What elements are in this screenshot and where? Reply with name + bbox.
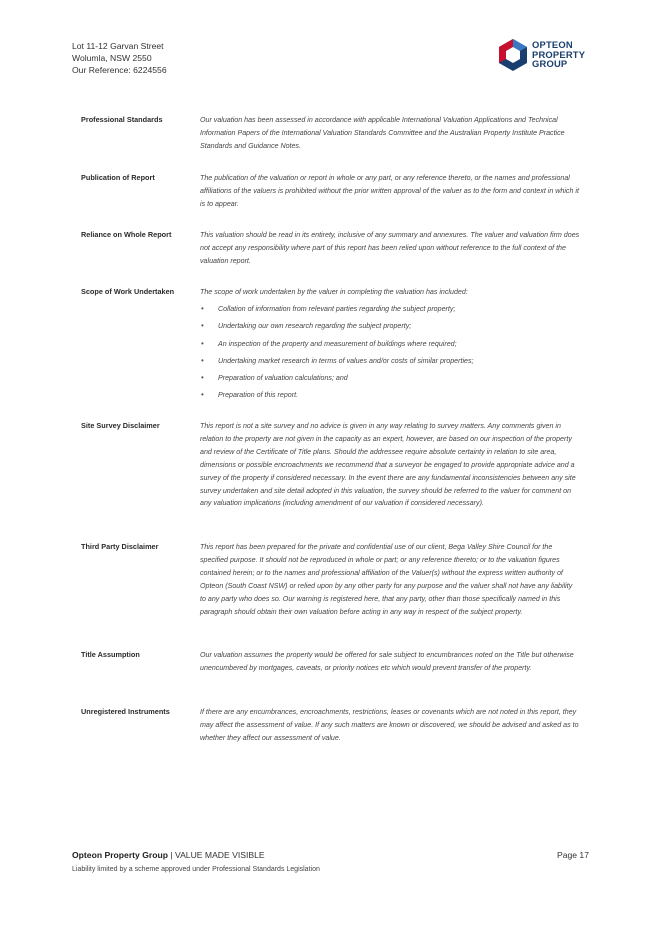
section-label: Site Survey Disclaimer bbox=[81, 421, 160, 430]
logo-line-3: GROUP bbox=[532, 58, 568, 70]
list-item: • Preparation of valuation calculations; and bbox=[200, 372, 580, 385]
footer-separator: | bbox=[170, 850, 173, 860]
section-text: Our valuation has been assessed in accordance with applicable International Valuation Applications and Technical Information Papers of the International Valuation Standards Committee and the Australian Property Institute Practice Standards and Guidance Notes. bbox=[200, 116, 565, 150]
footer-liability: Liability limited by a scheme approved under Professional Standards Legislation bbox=[72, 866, 320, 873]
section-label: Publication of Report bbox=[81, 173, 155, 182]
logo-line-2: PROPERTY bbox=[532, 48, 586, 60]
footer-brand bbox=[72, 850, 265, 860]
section-label: Third Party Disclaimer bbox=[81, 542, 159, 551]
list-item: • Undertaking our own research regarding the subject property; bbox=[200, 320, 580, 333]
section-text: The scope of work undertaken by the valuer in completing the valuation has included: bbox=[200, 288, 468, 296]
section-text: If there are any encumbrances, encroachments, restrictions, leases or covenants which are not noted in this report, they may affect the assessment of value. If any such matters are known or discovered, we should be advised and asked as to whether they affect our assessment of value. bbox=[200, 708, 579, 742]
section-text: This report is not a site survey and no advice is given in any way relating to survey matters. Any comments given in relation to the property are not given in the capacity as an expert, however, are based on our inspection of the property and review of the Certificate of Title plans. Should the addressee require absolute certainty in relation to site area, dimensions or possible encroachments we recommend that a surveyor be engaged to provide appropriate advice and a survey of the property if considered necessary. In the event there are any fundamental inconsistencies between any site survey undertaken and site detail adopted in this valuation, the survey should be referred to the valuer for comment on any valuation implications (including amendment of our valuation if considered necessary). bbox=[200, 422, 576, 508]
footer-tagline: VALUE MADE VISIBLE bbox=[174, 850, 265, 860]
logo-wordmark bbox=[532, 40, 585, 69]
section-text: This report has been prepared for the private and confidential use of our client, Bega Valley Shire Council for the specified purpose. It should not be reproduced in whole or part; or any reference thereto; or to the valuation figures contained herein; or to the names and professional affiliation of the Valuer(s) without the express written authority of Opteon (South Coast NSW) or relied upon by any other party for any purpose and the valuer shall not have any liability to any party who does so. Our warning is registered here, that any party, other than those specifically named in this paragraph should obtain their own valuation before acting in any way in respect of the subject property. bbox=[200, 543, 573, 616]
section-label: Reliance on Whole Report bbox=[81, 230, 172, 239]
list-item: • An inspection of the property and measurement of buildings where required; bbox=[200, 338, 580, 351]
opteon-logo bbox=[497, 38, 593, 74]
section-label: Professional Standards bbox=[81, 115, 163, 124]
our-reference: Our Reference: 6224556 bbox=[72, 65, 167, 75]
address-line-2: Wolumla, NSW 2550 bbox=[72, 53, 152, 63]
section-text: This valuation should be read in its entirety, inclusive of any summary and annexures. The valuer and valuation firm does not accept any responsibility where part of this report has been relied upon without reference to the full context of the valuation report. bbox=[200, 231, 580, 265]
section-label: Title Assumption bbox=[81, 650, 140, 659]
section-text: Our valuation assumes the property would be offered for sale subject to encumbrances noted on the Title but otherwise unencumbered by mortgages, caveats, or priority notices etc which would prevent transfer of the property. bbox=[200, 651, 574, 672]
page-number: Page 17 bbox=[556, 850, 589, 860]
logo-line-1: OPTEON bbox=[532, 39, 573, 50]
footer-company: Opteon Property Group bbox=[72, 850, 168, 860]
address-line-1: Lot 11-12 Garvan Street bbox=[72, 41, 164, 51]
scope-bullet-list bbox=[200, 303, 580, 402]
opteon-hexagon-icon bbox=[497, 38, 529, 72]
list-item: • Collation of information from relevant parties regarding the subject property; bbox=[200, 303, 580, 316]
section-label: Scope of Work Undertaken bbox=[81, 287, 175, 296]
list-item: • Preparation of this report. bbox=[200, 389, 580, 402]
section-text: The publication of the valuation or report in whole or any part, or any reference thereto, or the names and professional affiliations of the valuers is prohibited without the prior written approval of the valuer as to the form and context in which it is to appear. bbox=[200, 174, 579, 208]
section-label: Unregistered Instruments bbox=[81, 707, 170, 716]
header-address bbox=[72, 40, 167, 76]
section-body bbox=[200, 286, 580, 402]
list-item: • Undertaking market research in terms of values and/or costs of similar properties; bbox=[200, 355, 580, 368]
